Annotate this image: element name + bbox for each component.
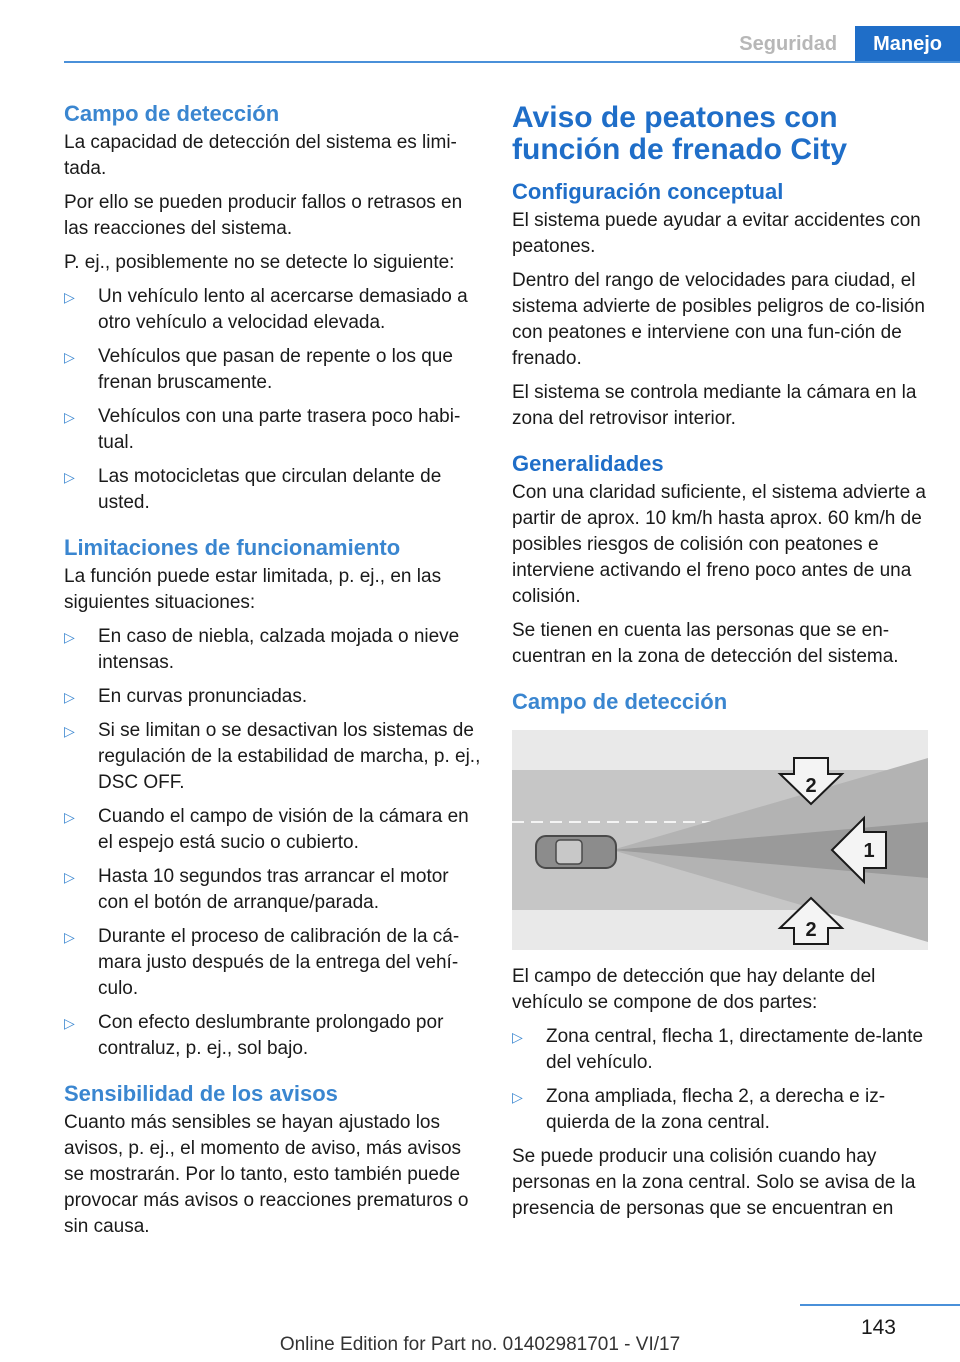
left-column [64, 100, 482, 1248]
footer-divider [800, 1304, 960, 1306]
triangle-bullet-icon: ▷ [512, 1029, 523, 1045]
section-title-configuracion: Configuración conceptual [512, 179, 784, 204]
triangle-bullet-icon: ▷ [64, 929, 75, 945]
list-item: ▷ Zona ampliada, flecha 2, a derecha e iz-quierda de la zona central. [512, 1086, 886, 1133]
detection-field-figure [512, 730, 928, 950]
paragraph: Dentro del rango de velocidades para ciudad, el sistema advierte de posibles peligros de co-lisión con peatones e interviene con una fun-ción de frenado. [512, 270, 925, 369]
list-item: ▷ Si se limitan o se desactivan los sistemas de regulación de la estabilidad de marcha, p. ej., DSC OFF. [64, 720, 481, 793]
paragraph: El sistema se controla mediante la cámara en la zona del retrovisor interior. [512, 382, 917, 429]
arrow-label-bottom: 2 [805, 919, 817, 941]
list-item: ▷ Durante el proceso de calibración de la cá-mara justo después de la entrega del vehí-culo. [64, 926, 460, 999]
list-item: ▷ Un vehículo lento al acercarse demasiado a otro vehículo a velocidad elevada. [64, 286, 468, 333]
tab-chapter[interactable]: Manejo [855, 26, 960, 62]
list-item: ▷ Cuando el campo de visión de la cámara en el espejo está sucio o cubierto. [64, 806, 469, 853]
list-item: ▷ En curvas pronunciadas. [64, 684, 482, 710]
triangle-bullet-icon: ▷ [64, 1015, 75, 1031]
paragraph: Se puede producir una colisión cuando hay personas en la zona central. Solo se avisa de la presencia de personas que se encuentran en [512, 1146, 916, 1219]
paragraph: La función puede estar limitada, p. ej., en las siguientes situaciones: [64, 566, 442, 613]
list-item: ▷ Vehículos que pasan de repente o los que frenan bruscamente. [64, 346, 453, 393]
arrow-label-center: 1 [863, 840, 875, 862]
paragraph: Cuanto más sensibles se hayan ajustado los avisos, p. ej., el momento de aviso, más avisos se mostrarán. Por lo tanto, esto también puede provocar más avisos o reacciones prematuros o sin causa. [64, 1112, 469, 1237]
section-title-generalidades: Generalidades [512, 451, 664, 476]
arrow-label-top: 2 [805, 775, 817, 797]
triangle-bullet-icon: ▷ [64, 349, 75, 365]
list-item: ▷ Zona central, flecha 1, directamente de-lante del vehículo. [512, 1026, 924, 1073]
bullet-list [512, 1024, 930, 1136]
list-item: ▷ Las motocicletas que circulan delante de usted. [64, 466, 442, 513]
tab-section[interactable]: Seguridad [721, 26, 855, 62]
paragraph: La capacidad de detección del sistema es limi-tada. [64, 132, 457, 179]
list-item: ▷ Con efecto deslumbrante prolongado por contraluz, p. ej., sol bajo. [64, 1012, 444, 1059]
triangle-bullet-icon: ▷ [64, 723, 75, 739]
header-divider [64, 61, 960, 63]
section-title-campo-deteccion: Campo de detección [512, 689, 728, 714]
paragraph: El campo de detección que hay delante del vehículo se compone de dos partes: [512, 966, 876, 1013]
triangle-bullet-icon: ▷ [64, 629, 75, 645]
chapter-title: Aviso de peatones con función de frenado City [512, 101, 848, 166]
paragraph: El sistema puede ayudar a evitar accidentes con peatones. [512, 210, 921, 257]
paragraph: P. ej., posiblemente no se detecte lo siguiente: [64, 252, 455, 273]
list-item: ▷ En caso de niebla, calzada mojada o nieve intensas. [64, 626, 460, 673]
car-window [556, 840, 582, 864]
bullet-list [64, 624, 482, 1062]
triangle-bullet-icon: ▷ [512, 1089, 523, 1105]
triangle-bullet-icon: ▷ [64, 869, 75, 885]
list-item: ▷ Vehículos con una parte trasera poco habi-tual. [64, 406, 461, 453]
triangle-bullet-icon: ▷ [64, 289, 75, 305]
triangle-bullet-icon: ▷ [64, 469, 75, 485]
list-item: ▷ Hasta 10 segundos tras arrancar el motor con el botón de arranque/parada. [64, 866, 449, 913]
section-title-limitaciones: Limitaciones de funcionamiento [64, 535, 401, 560]
section-title-sensibilidad: Sensibilidad de los avisos [64, 1081, 338, 1106]
triangle-bullet-icon: ▷ [64, 809, 75, 825]
footer-edition: Online Edition for Part no. 01402981701 - VI/17 [279, 1334, 681, 1355]
header-tabs [721, 26, 960, 62]
paragraph: Con una claridad suficiente, el sistema advierte a partir de aprox. 10 km/h hasta aprox. 60 km/h de posibles riesgos de colisión con peatones e interviene activando el freno poco antes de una colisión. [512, 482, 927, 607]
bullet-list [64, 284, 482, 516]
paragraph: Se tienen en cuenta las personas que se en-cuentran en la zona de detección del sistema. [512, 620, 899, 667]
triangle-bullet-icon: ▷ [64, 409, 75, 425]
page-number: 143 [860, 1316, 896, 1339]
triangle-bullet-icon: ▷ [64, 689, 75, 705]
section-title-deteccion: Campo de detección [64, 101, 280, 126]
right-column [512, 100, 930, 1230]
paragraph: Por ello se pueden producir fallos o retrasos en las reacciones del sistema. [64, 192, 463, 239]
